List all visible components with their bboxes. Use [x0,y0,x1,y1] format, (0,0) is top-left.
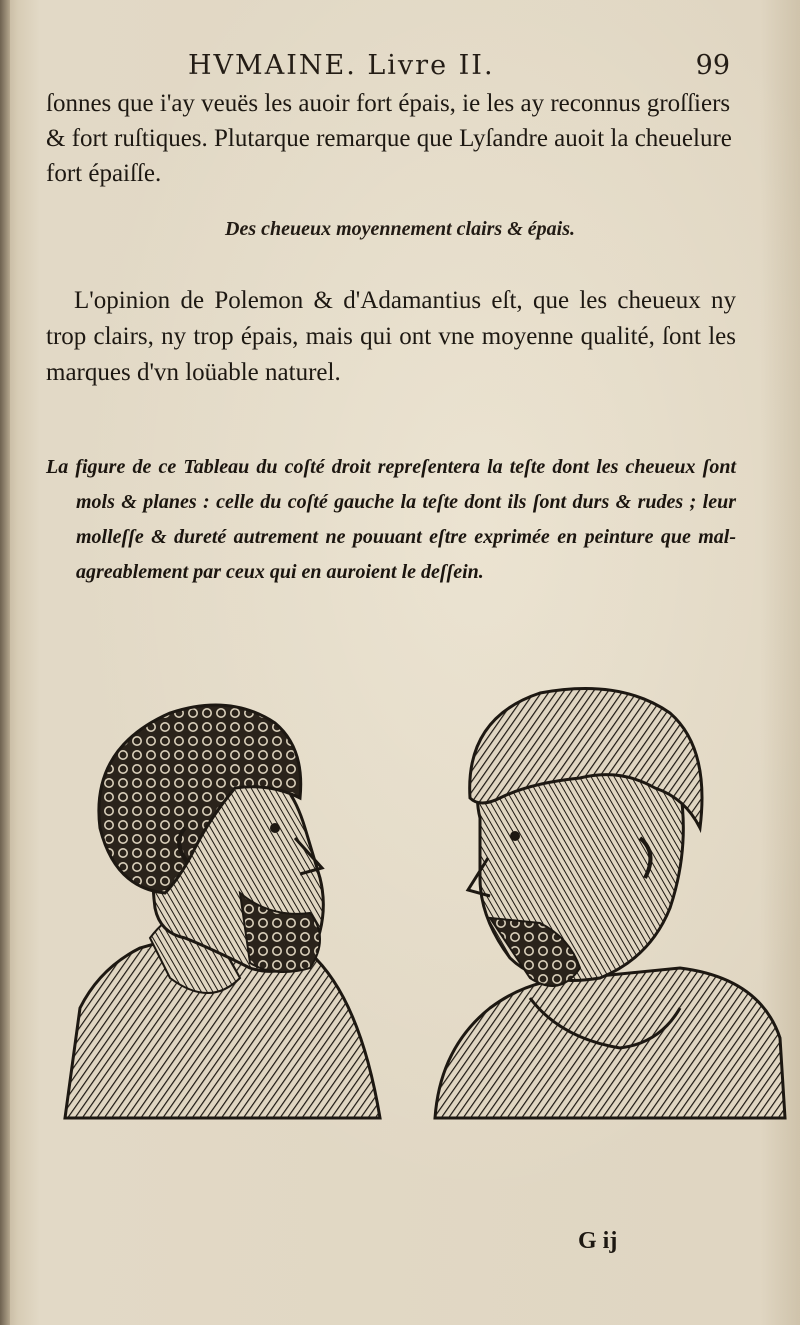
running-head: HVMAINE. Livre II. [188,50,495,81]
signature-mark: G ij [578,1228,618,1254]
left-head-curly-hair [65,705,380,1118]
paragraph-opinion: L'opinion de Polemon & d'Adamantius eſt, que les cheueux ny trop clairs, ny trop épais, mais qui ont vne moyenne qualité, ſont les marques d'vn loüable naturel. [46,287,736,386]
figure-caption: La figure de ce Tableau du coſté droit repreſentera la teſte dont les cheueux ſont mols & planes : celle du coſté gauche la teſte dont ils ſont durs & rudes ; leur molleſſe & dureté autrement ne pouuant eſtre exprimée en peinture que mal-agreablement par ceux qui en auroient le deſſein. [46,456,736,583]
page-number: 99 [695,50,730,81]
section-heading: Des cheueux moyennement clairs & épais. [225,218,575,240]
paragraph-continued: ſonnes que i'ay veuës les auoir fort épais, ie les ay reconnus groſſiers & fort ruſtiques. Plutarque remarque que Lyſandre auoit la cheuelure fort épaiſſe. [46,90,732,187]
right-head-smooth-hair [435,689,785,1119]
page-gutter-shadow [0,0,10,1325]
woodcut-illustration [60,678,790,1148]
